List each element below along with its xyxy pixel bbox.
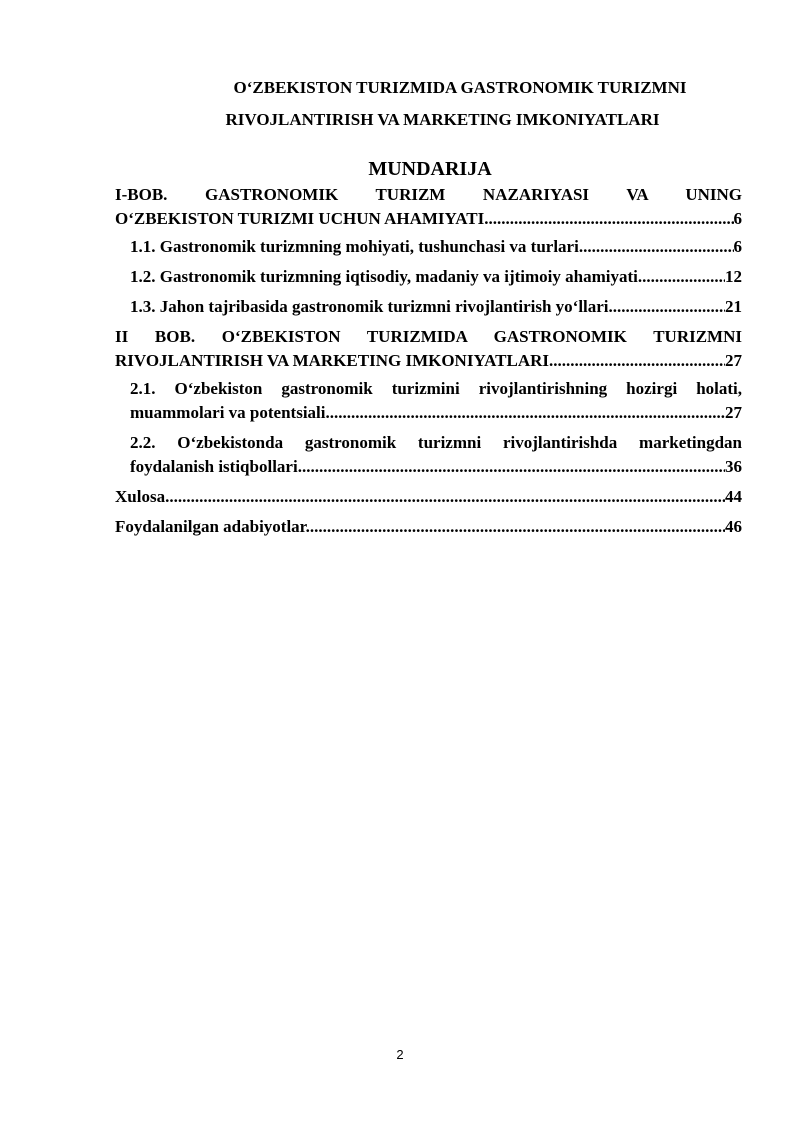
toc-entry-text: II BOB. O‘ZBEKISTON TURIZMIDA GASTRONOMIK TURIZMNI bbox=[115, 327, 742, 346]
toc-entry-text-continued: foydalanish istiqbollari bbox=[130, 457, 298, 476]
document-title-line-1: O‘ZBEKISTON TURIZMIDA GASTRONOMIK TURIZMNI bbox=[233, 78, 687, 97]
toc-entry-conclusion[interactable] bbox=[115, 485, 742, 509]
toc-entry-chapter-2[interactable] bbox=[115, 325, 742, 373]
toc-entry-text: 1.3. Jahon tajribasida gastronomik turizmni rivojlantirish yo‘llari bbox=[130, 297, 609, 316]
toc-page-number: 44 bbox=[725, 487, 742, 506]
toc-page-number: 27 bbox=[725, 403, 742, 422]
toc-entry-chapter-1[interactable] bbox=[115, 183, 742, 231]
toc-entry-text: 1.1. Gastronomik turizmning mohiyati, tushunchasi va turlari bbox=[130, 237, 579, 256]
document-title-line-2: RIVOJLANTIRISH VA MARKETING IMKONIYATLARI bbox=[225, 110, 660, 129]
toc-page-number: 46 bbox=[725, 517, 742, 536]
page-number: 2 bbox=[396, 1047, 404, 1062]
toc-entry-text-continued: O‘ZBEKISTON TURIZMI UCHUN AHAMIYATI. bbox=[115, 209, 489, 228]
toc-entry-text: 2.1. O‘zbekiston gastronomik turizmini rivojlantirishning hozirgi holati, bbox=[130, 379, 742, 398]
toc-entry-text: 2.2. O‘zbekistonda gastronomik turizmni rivojlantirishda marketingdan bbox=[130, 433, 742, 452]
toc-entry-section-1-2[interactable] bbox=[115, 265, 742, 289]
toc-entry-section-2-2[interactable] bbox=[115, 431, 742, 479]
toc-entry-references[interactable] bbox=[115, 515, 742, 539]
toc-entry-text: I-BOB. GASTRONOMIK TURIZM NAZARIYASI VA UNING bbox=[115, 185, 742, 204]
toc-entry-text: 1.2. Gastronomik turizmning iqtisodiy, madaniy va ijtimoiy ahamiyati bbox=[130, 267, 638, 286]
toc-entry-text-continued: muammolari va potentsiali bbox=[130, 403, 326, 422]
toc-page-number: 6 bbox=[733, 237, 742, 256]
toc-page-number: 21 bbox=[725, 297, 742, 316]
toc-page-number: 36 bbox=[725, 457, 742, 476]
toc-page-number: 12 bbox=[725, 267, 742, 286]
toc-entry-section-1-3[interactable] bbox=[115, 295, 742, 319]
toc-heading: MUNDARIJA bbox=[368, 158, 492, 180]
toc-entry-text: Xulosa bbox=[115, 487, 166, 506]
toc-entry-text-continued: RIVOJLANTIRISH VA MARKETING IMKONIYATLARI bbox=[115, 351, 550, 370]
toc-page-number: 6 bbox=[733, 209, 742, 228]
toc-entry-section-1-1[interactable] bbox=[115, 235, 742, 259]
toc-entry-section-2-1[interactable] bbox=[115, 377, 742, 425]
table-of-contents bbox=[115, 183, 742, 545]
toc-entry-text: Foydalanilgan adabiyotlar bbox=[115, 517, 306, 536]
toc-page-number: 27 bbox=[725, 351, 742, 370]
